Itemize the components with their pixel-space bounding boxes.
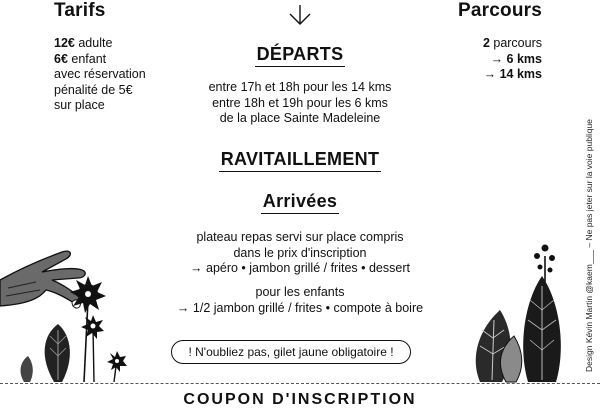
enfants-menu: → 1/2 jambon grillé / frites • compote à boire: [176, 300, 424, 315]
parcours-title: Parcours: [458, 0, 542, 21]
arrivees-menu: → apéro • jambon grillé / frites • dessert: [190, 261, 410, 275]
ravitaillement-heading: [150, 149, 450, 172]
leaf-icon: [523, 276, 561, 382]
parcours-item-label: 14 kms: [499, 67, 542, 81]
departs-line: de la place Sainte Madeleine: [219, 111, 381, 125]
tarif-note: avec réservation: [54, 67, 146, 81]
enfants-text: [150, 285, 450, 316]
arrow-right-icon: →: [490, 51, 507, 66]
departs-line: entre 18h et 19h pour les 6 kms: [212, 95, 388, 110]
adult-price: 12€: [54, 36, 75, 50]
parcours-count-label: parcours: [489, 36, 542, 50]
leaf-icon: [45, 324, 70, 382]
flower-icon: [107, 351, 127, 382]
arrow-down-icon: [288, 4, 312, 26]
design-credit: Design Kévin Martin @kaem___ – Ne pas jeter sur la voie publique: [584, 119, 594, 372]
coupon-title: COUPON D'INSCRIPTION: [183, 391, 417, 408]
parcours-item: [483, 67, 542, 83]
arrivees-text: [150, 230, 450, 277]
ravitaillement-title: RAVITAILLEMENT: [219, 149, 382, 172]
arrow-right-icon: →: [483, 67, 500, 81]
parcours-count-number: 2: [482, 36, 490, 50]
leaf-icon: [21, 356, 33, 382]
parcours-count: [483, 36, 542, 52]
arrivees-title: Arrivées: [261, 191, 339, 214]
hand-icon: [0, 251, 85, 308]
tarif-note: pénalité de 5€: [54, 82, 133, 97]
tarifs-title: Tarifs: [54, 0, 106, 21]
hand-flowers-illustration: [0, 240, 150, 385]
arrivees-line: plateau repas servi sur place compris: [196, 230, 404, 244]
parcours-block: [483, 36, 542, 83]
leaves-illustration: [470, 240, 580, 385]
parcours-item: [483, 52, 542, 68]
gilet-notice: ! N'oubliez pas, gilet jaune obligatoire !: [171, 340, 411, 364]
departs-title: DÉPARTS: [255, 44, 346, 67]
cut-line: [0, 383, 600, 384]
tarif-note: sur place: [54, 98, 105, 112]
child-label: enfant: [67, 51, 107, 66]
arrivees-line: dans le prix d'inscription: [233, 245, 367, 260]
parcours-item-label: 6 kms: [506, 51, 542, 66]
departs-line: entre 17h et 18h pour les 14 kms: [208, 80, 392, 94]
adult-label: adulte: [74, 36, 113, 50]
departs-text: [150, 80, 450, 127]
departs-heading: [150, 44, 450, 67]
arrivees-heading: [150, 191, 450, 214]
child-price: 6€: [54, 51, 68, 66]
enfants-title: pour les enfants: [255, 285, 345, 299]
